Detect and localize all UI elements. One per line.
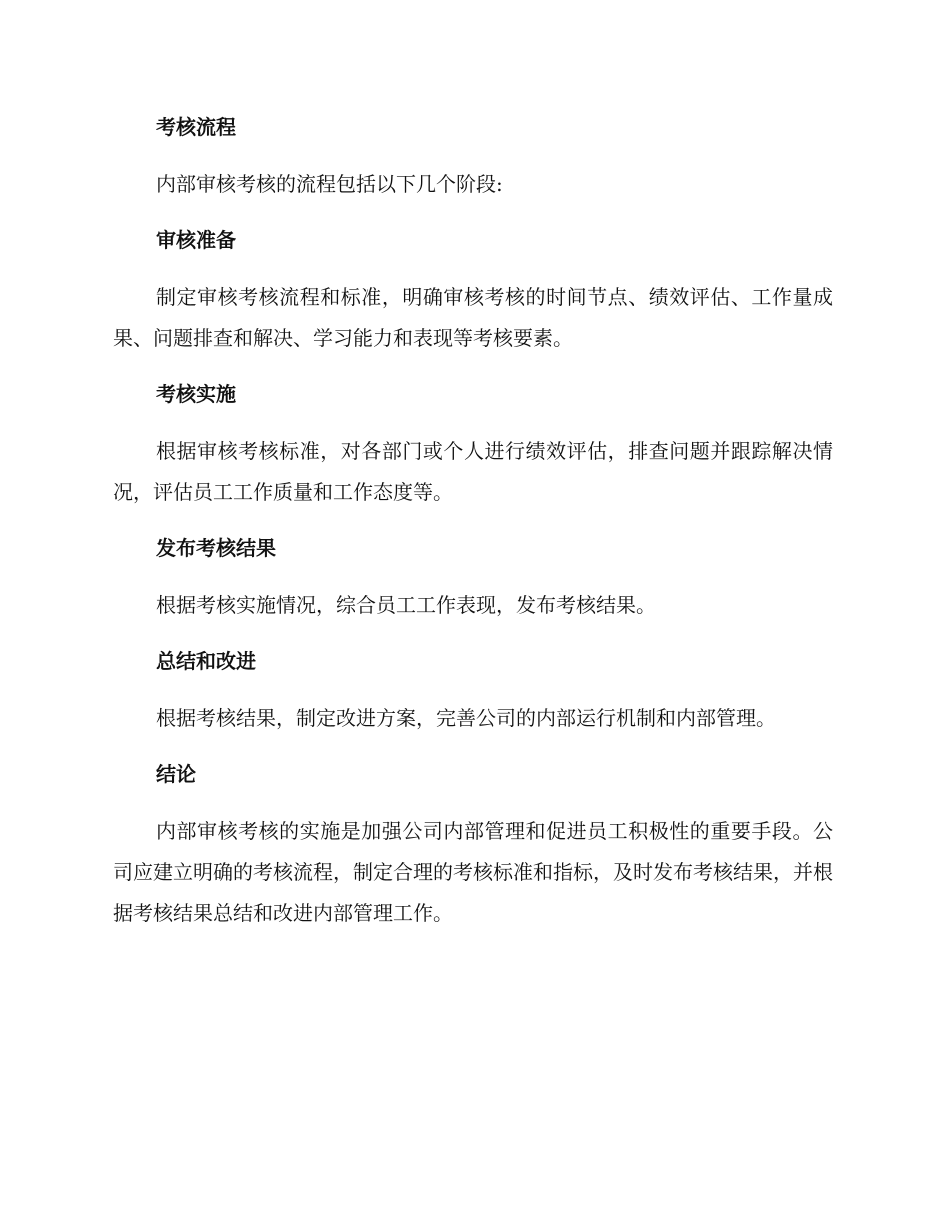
section-text-preparation: 制定审核考核流程和标准，明确审核考核的时间节点、绩效评估、工作量成果、问题排查和解决、学习能力和表现等考核要素。 bbox=[113, 285, 833, 350]
section-text-publish-results: 根据考核实施情况，综合员工工作表现，发布考核结果。 bbox=[156, 593, 656, 617]
section-heading-implementation: 考核实施 bbox=[156, 382, 236, 406]
section-heading-process: 考核流程 bbox=[156, 115, 236, 139]
section-text-summary-improvement: 根据考核结果，制定改进方案，完善公司的内部运行机制和内部管理。 bbox=[156, 706, 776, 730]
document-body bbox=[113, 110, 833, 952]
section-text-process: 内部审核考核的流程包括以下几个阶段: bbox=[156, 172, 503, 196]
section-heading-publish-results: 发布考核结果 bbox=[156, 536, 276, 560]
section-heading-summary-improvement: 总结和改进 bbox=[156, 649, 256, 673]
section-heading-preparation: 审核准备 bbox=[156, 228, 236, 252]
section-text-implementation: 根据审核考核标准，对各部门或个人进行绩效评估，排查问题并跟踪解决情况，评估员工工作质量和工作态度等。 bbox=[113, 439, 833, 504]
section-heading-conclusion: 结论 bbox=[156, 762, 196, 786]
section-text-conclusion: 内部审核考核的实施是加强公司内部管理和促进员工积极性的重要手段。公司应建立明确的考核流程，制定合理的考核标准和指标，及时发布考核结果，并根据考核结果总结和改进内部管理工作。 bbox=[113, 819, 833, 925]
